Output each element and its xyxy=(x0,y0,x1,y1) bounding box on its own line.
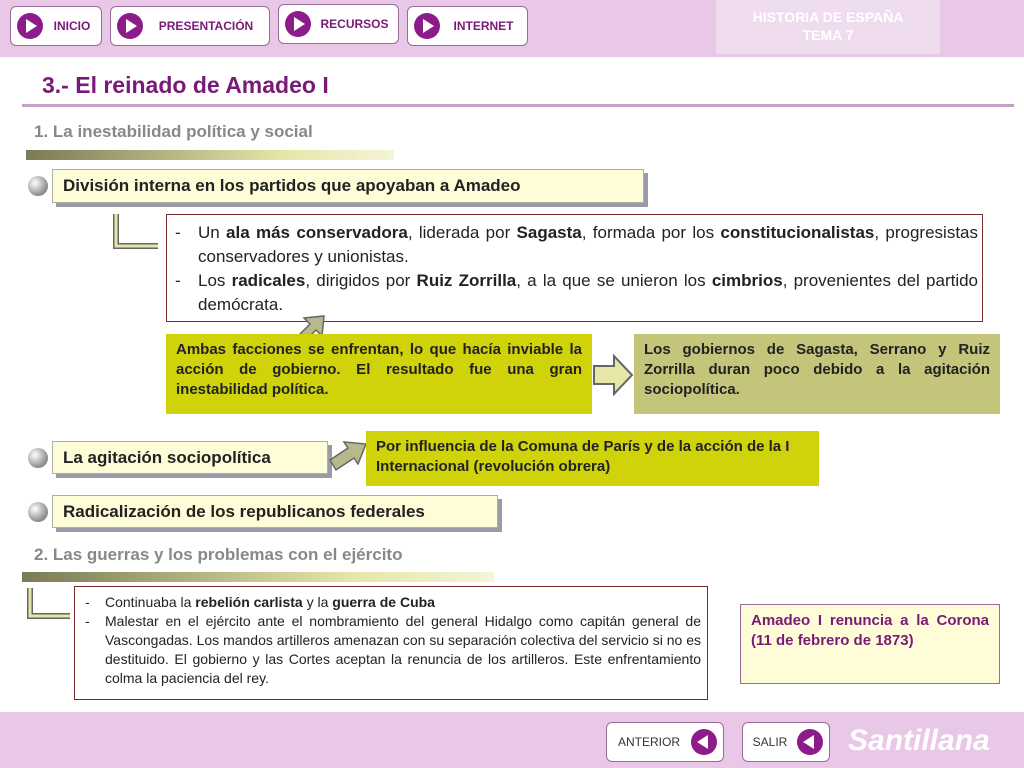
agitacion-label[interactable]: La agitación sociopolítica xyxy=(52,441,328,474)
partidos-details xyxy=(166,214,983,322)
section1-bar xyxy=(26,150,394,160)
salir-label: SALIR xyxy=(752,735,788,749)
play-icon xyxy=(285,11,311,37)
radicalizacion-label[interactable]: Radicalización de los republicanos federales xyxy=(52,495,498,528)
play-icon xyxy=(17,13,43,39)
inicio-button[interactable] xyxy=(10,6,102,46)
internet-button[interactable] xyxy=(407,6,528,46)
play-icon xyxy=(414,13,440,39)
bullet-icon xyxy=(28,502,48,522)
internet-label: INTERNET xyxy=(453,19,514,33)
division-interna-label[interactable]: División interna en los partidos que apoyaban a Amadeo xyxy=(52,169,644,203)
anterior-label: ANTERIOR xyxy=(617,735,680,749)
title-divider xyxy=(22,104,1014,107)
presentacion-button[interactable] xyxy=(110,6,270,46)
list-item: - Los radicales, dirigidos por Ruiz Zorrilla, a la que se unieron los cimbrios, provenientes del partido demócrata. xyxy=(175,271,979,314)
play-icon xyxy=(117,13,143,39)
tema-line1: HISTORIA DE ESPAÑA xyxy=(752,9,904,25)
diagonal-arrow-icon xyxy=(326,440,370,474)
factions-result-box: Ambas facciones se enfrentan, lo que hacía inviable la acción de gobierno. El resultado fue una gran inestabilidad política. xyxy=(166,334,592,414)
guerras-details xyxy=(74,586,708,700)
inicio-label: INICIO xyxy=(53,19,91,33)
presentacion-label: PRESENTACIÓN xyxy=(158,19,254,33)
l-arrow-icon xyxy=(26,586,74,624)
bullet-icon xyxy=(28,448,48,468)
governments-box: Los gobiernos de Sagasta, Serrano y Ruiz Zorrilla duran poco debido a la agitación sociopolítica. xyxy=(634,334,1000,414)
list-item: - Continuaba la rebelión carlista y la guerra de Cuba xyxy=(85,594,435,610)
back-arrow-icon xyxy=(797,729,823,755)
right-arrow-icon xyxy=(592,354,634,396)
anterior-button[interactable] xyxy=(606,722,724,762)
list-item: - Malestar en el ejército ante el nombramiento del general Hidalgo como capitán general de Vascongadas. Los mandos artilleros amenazan con su separación colectiva del servicio si no es destituido. El gobierno y las Cortes aceptan la renuncia de los artilleros. Este enfrentamiento colma la paciencia del rey. xyxy=(85,613,701,686)
comuna-box: Por influencia de la Comuna de París y de la acción de la I Internacional (revolución obrera) xyxy=(366,431,819,486)
back-arrow-icon xyxy=(691,729,717,755)
section2-bar xyxy=(22,572,494,582)
l-arrow-icon xyxy=(112,212,162,254)
section2-heading: 2. Las guerras y los problemas con el ejército xyxy=(34,545,403,564)
brand-logo: Santillana xyxy=(848,724,990,757)
bullet-icon xyxy=(28,176,48,196)
section1-heading: 1. La inestabilidad política y social xyxy=(34,122,313,141)
salir-button[interactable] xyxy=(742,722,830,762)
renuncia-box: Amadeo I renuncia a la Corona (11 de febrero de 1873) xyxy=(740,604,1000,684)
page-title: 3.- El reinado de Amadeo I xyxy=(42,72,329,98)
list-item: - Un ala más conservadora, liderada por Sagasta, formada por los constitucionalistas, progresistas conservadores y unionistas. xyxy=(175,223,979,266)
recursos-label: RECURSOS xyxy=(320,17,389,31)
recursos-button[interactable] xyxy=(278,4,399,44)
tema-badge xyxy=(716,0,940,54)
tema-line2: TEMA 7 xyxy=(802,27,854,43)
